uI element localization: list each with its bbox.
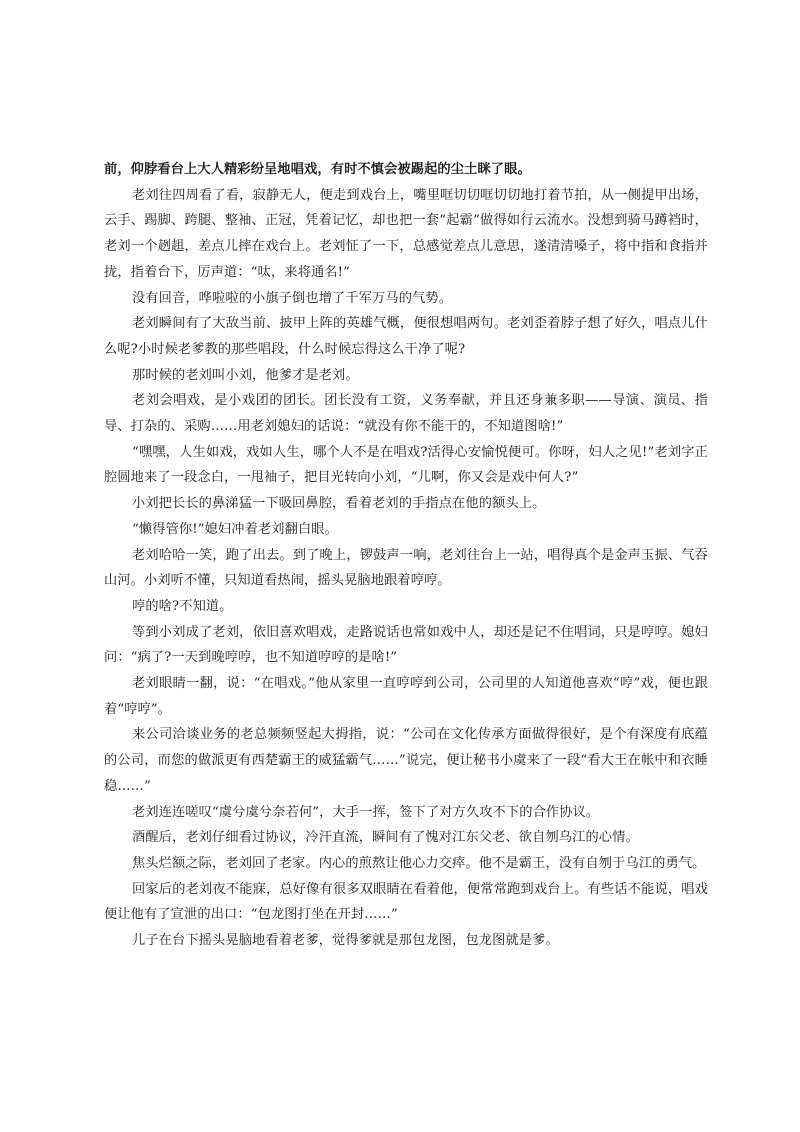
paragraph-4: 老刘瞬间有了大敌当前、披甲上阵的英雄气概，便很想唱两句。老刘歪着脖子想了好久，唱点儿什么呢?小时候老爹教的那些唱段，什么时候忘得这么干净了呢? [104,316,708,357]
paragraph-14: 来公司洽谈业务的老总频频竖起大拇指，说：“公司在文化传承方面做得很好，是个有深度有底蕴的公司，而您的做派更有西楚霸王的威猛霸气……”说完，便让秘书小虞来了一段“看大王在帐中和衣睡稳……” [104,727,708,794]
paragraph-17: 焦头烂额之际，老刘回了老家。内心的煎熬让他心力交瘁。他不是霸王，没有自刎于乌江的勇气。 [132,855,706,871]
paragraph-6: 老刘会唱戏，是小戏团的团长。团长没有工资，义务奉献，并且还身兼多职——导演、演员、指导、打杂的、采购……用老刘媳妇的话说：“就没有你不能干的，不知道图啥!” [104,393,708,435]
paragraph-5: 那时候的老刘叫小刘，他爹才是老刘。 [132,367,359,383]
paragraph-7: “嘿嘿，人生如戏，戏如人生，哪个人不是在唱戏?活得心安愉悦便可。你呀，妇人之见!”老刘字正腔圆地来了一段念白，一甩袖子，把目光转向小刘，“儿啊，你又会是戏中何人?” [104,444,708,486]
paragraph-9: “懒得管你!”媳妇冲着老刘翻白眼。 [132,521,338,537]
paragraph-13: 老刘眼睛一翻，说：“在唱戏。”他从家里一直哼哼到公司，公司里的人知道他喜欢“哼”戏，便也跟着“哼哼”。 [104,676,708,717]
paragraph-16: 酒醒后，老刘仔细看过协议，冷汗直流，瞬间有了愧对江东父老、欲自刎乌江的心情。 [132,830,639,846]
paragraph-18: 回家后的老刘夜不能寐，总好像有很多双眼睛在看着他，便常常跑到戏台上。有些话不能说，唱戏便让他有了宣泄的出口：“包龙图打坐在开封……” [104,881,708,923]
paragraph-12: 等到小刘成了老刘，依旧喜欢唱戏，走路说话也常如戏中人，却还是记不住唱词，只是哼哼。媳妇问：“病了?一天到晚哼哼，也不知道哼哼的是啥!” [104,624,708,666]
paragraph-3: 没有回音，哗啦啦的小旗子倒也增了千军万马的气势。 [132,290,453,306]
paragraph-2: 老刘往四周看了看，寂静无人，便走到戏台上，嘴里哐切切哐切切地打着节拍，从一侧提甲出场，云手、踢脚、跨腿、整袖、正冠，凭着记忆，却也把一套“起霸”做得如行云流水。没想到骑马蹲裆时，老刘一个趔趄，差点儿摔在戏台上。老刘怔了一下，总感觉差点儿意思，遂清清嗓子，将中指和食指并拢，指着台下，厉声道：“呔，来将通名!” [104,187,708,280]
story-text [104,157,708,954]
paragraph-8: 小刘把长长的鼻涕猛一下吸回鼻腔，看着老刘的手指点在他的额头上。 [132,496,546,512]
paragraph-11: 哼的啥?不知道。 [132,598,233,614]
paragraph-10: 老刘哈哈一笑，跑了出去。到了晚上，锣鼓声一响，老刘往台上一站，唱得真个是金声玉振、气吞山河。小刘听不懂，只知道看热闹，摇头晃脑地跟着哼哼。 [104,547,708,589]
paragraph-1: 前，仰脖看台上大人精彩纷呈地唱戏，有时不慎会被踢起的尘土眯了眼。 [104,162,531,177]
paragraph-15: 老刘连连嗟叹“虞兮虞兮奈若何”，大手一挥，签下了对方久攻不下的合作协议。 [132,804,600,820]
paragraph-19: 儿子在台下摇头晃脑地看着老爹，觉得爹就是那包龙图，包龙图就是爹。 [132,933,559,949]
